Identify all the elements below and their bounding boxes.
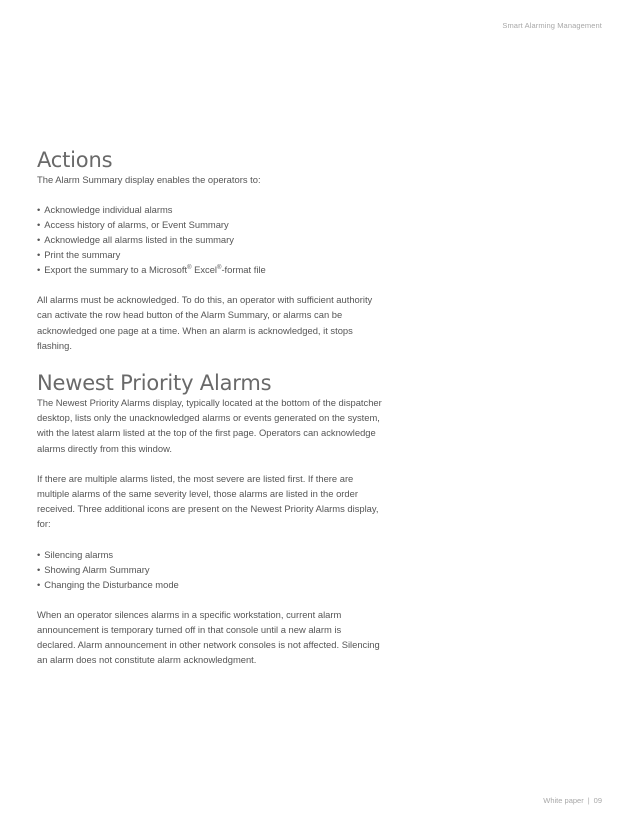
list-item: • Changing the Disturbance mode bbox=[37, 577, 382, 592]
newest-paragraph-2: If there are multiple alarms listed, the most severe are listed first. If there are multiple alarms of the same severity level, those alarms are listed in the order received. Three additional icons are present on the Newest Priority Alarms display, for: bbox=[37, 472, 379, 530]
footer-label: White paper bbox=[543, 796, 584, 805]
actions-heading: Actions bbox=[37, 148, 113, 172]
newest-heading: Newest Priority Alarms bbox=[37, 371, 272, 396]
actions-paragraph: All alarms must be acknowledged. To do this, an operator with sufficient authority can activate the row head button of the Alarm Summary, or alarms can be acknowledged one page at a time. When an alarm is acknowledged, it stops flashing. bbox=[37, 294, 373, 351]
running-header: Smart Alarming Management bbox=[502, 21, 602, 30]
actions-list bbox=[37, 202, 382, 277]
page-footer bbox=[543, 796, 602, 805]
list-item: • Acknowledge all alarms listed in the summary bbox=[37, 232, 382, 247]
actions-intro: The Alarm Summary display enables the operators to: bbox=[37, 174, 261, 185]
list-item: • Silencing alarms bbox=[37, 547, 382, 562]
list-item: • Showing Alarm Summary bbox=[37, 562, 382, 577]
list-item: • Acknowledge individual alarms bbox=[37, 202, 382, 217]
list-item: • Access history of alarms, or Event Summary bbox=[37, 217, 382, 232]
list-item-export: • Export the summary to a Microsoft® Excel®-format file bbox=[37, 262, 382, 277]
page-number: 09 bbox=[593, 796, 602, 805]
newest-paragraph-1: The Newest Priority Alarms display, typically located at the bottom of the dispatcher desktop, lists only the unacknowledged alarms or events generated on the system, with the latest alarm listed at the top of the first page. Operators can acknowledge alarms directly from this window. bbox=[37, 397, 382, 454]
page-content bbox=[37, 148, 382, 667]
newest-paragraph-3: When an operator silences alarms in a specific workstation, current alarm announcement is temporary turned off in that console until a new alarm is declared. Alarm announcement in other network consoles is not affected. Silencing an alarm does not constitute alarm acknowledgment. bbox=[37, 608, 380, 666]
list-item: • Print the summary bbox=[37, 247, 382, 262]
newest-list bbox=[37, 547, 382, 592]
footer-separator: | bbox=[587, 796, 590, 805]
